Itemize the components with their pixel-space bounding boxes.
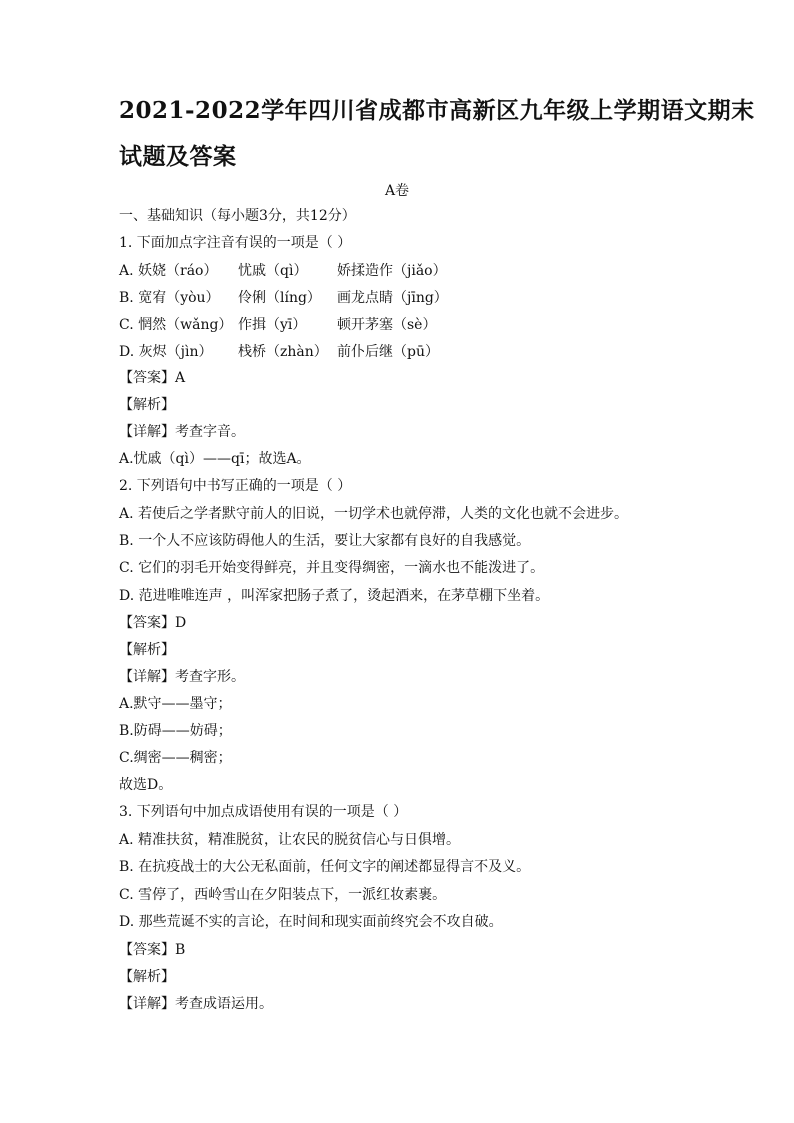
q1-option-c-2: 作揖（yī） — [238, 317, 307, 333]
question-1-stem: 1. 下面加点字注音有误的一项是（ ） — [119, 235, 352, 251]
question-2-stem: 2. 下列语句中书写正确的一项是（ ） — [119, 478, 352, 494]
q1-option-d-2: 栈桥（zhàn） — [238, 344, 328, 360]
q2-explain-line: 故选D。 — [119, 777, 173, 793]
q3-detail: 【详解】考查成语运用。 — [119, 996, 273, 1012]
q2-explain-line: B.防碍——妨碍； — [119, 723, 232, 739]
q1-option-a-1: A. 妖娆（ráo） — [119, 263, 218, 279]
q1-option-a-2: 忧戚（qì） — [238, 263, 308, 279]
q3-option-b: B. 在抗疫战士的大公无私面前，任何文字的阐述都显得言不及义。 — [119, 859, 531, 875]
q1-option-c-3: 顿开茅塞（sè） — [337, 317, 437, 333]
q1-explain-line: A.忧戚（qì）——qī；故选A。 — [119, 451, 311, 467]
question-3-stem: 3. 下列语句中加点成语使用有误的一项是（ ） — [119, 804, 408, 820]
q3-option-a: A. 精准扶贫，精准脱贫，让农民的脱贫信心与日俱增。 — [119, 832, 461, 848]
part-heading: 一、基础知识（每小题3分，共12分） — [119, 208, 356, 224]
q1-option-c-1: C. 惘然（wǎng） — [119, 317, 233, 333]
q1-option-a-3: 娇揉造作（jiǎo） — [337, 263, 447, 279]
document-title-line-2: 试题及答案 — [119, 143, 237, 170]
q2-analysis: 【解析】 — [119, 642, 175, 658]
q1-option-b-2: 伶俐（líng） — [238, 290, 321, 306]
q2-answer: 【答案】D — [119, 615, 187, 631]
q3-option-d: D. 那些荒诞不实的言论，在时间和现实面前终究会不攻自破。 — [119, 914, 503, 930]
q2-option-b: B. 一个人不应该防碍他人的生活，要让大家都有良好的自我感觉。 — [119, 533, 531, 549]
q2-option-c: C. 它们的羽毛开始变得鲜亮，并且变得绸密，一滴水也不能泼进了。 — [119, 560, 545, 576]
document-title-line-1: 2021-2022学年四川省成都市高新区九年级上学期语文期末 — [119, 97, 755, 124]
q2-explain-line: A.默守——墨守； — [119, 696, 232, 712]
q1-option-b-3: 画龙点睛（jīng） — [337, 290, 448, 306]
q2-explain-line: C.绸密——稠密； — [119, 750, 232, 766]
q2-option-d: D. 范进唯唯连声 ，叫浑家把肠子煮了，烫起酒来，在茅草棚下坐着。 — [119, 588, 550, 604]
q1-option-d-1: D. 灰烬（jìn） — [119, 344, 213, 360]
q2-detail: 【详解】考查字形。 — [119, 669, 245, 685]
q3-answer: 【答案】B — [119, 942, 186, 958]
q3-analysis: 【解析】 — [119, 969, 175, 985]
q1-answer: 【答案】A — [119, 370, 186, 386]
q2-option-a: A. 若使后之学者默守前人的旧说，一切学术也就停滞，人类的文化也就不会进步。 — [119, 506, 629, 522]
section-label: A卷 — [384, 183, 410, 199]
q1-detail: 【详解】考查字音。 — [119, 424, 245, 440]
q3-option-c: C. 雪停了，西岭雪山在夕阳装点下，一派红妆素裹。 — [119, 887, 447, 903]
q1-option-b-1: B. 宽宥（yòu） — [119, 290, 220, 306]
q1-analysis: 【解析】 — [119, 397, 175, 413]
q1-option-d-3: 前仆后继（pū） — [337, 344, 439, 360]
